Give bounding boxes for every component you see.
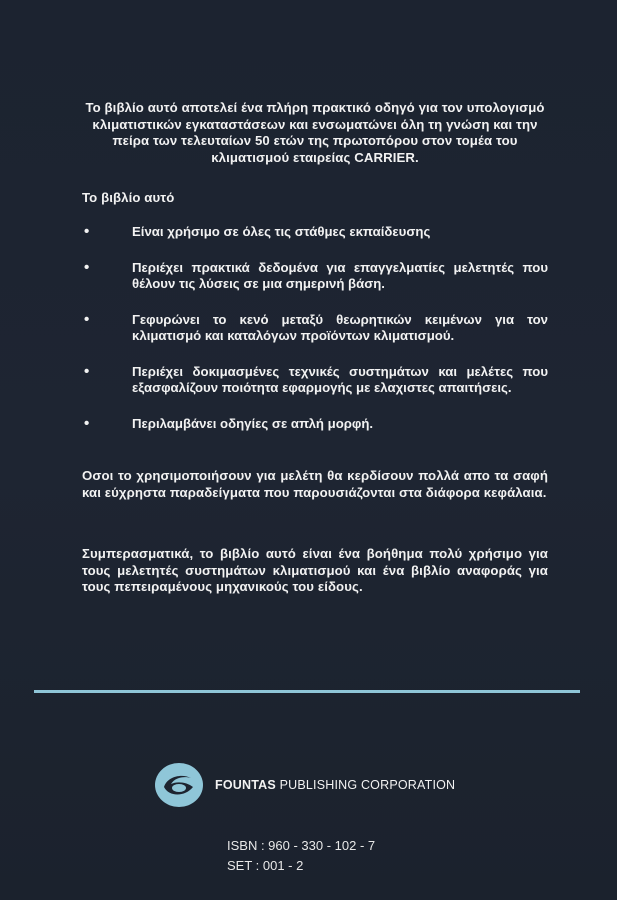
divider-line [34, 690, 580, 693]
list-item: • Περιλαμβάνει οδηγίες σε απλή μορφή. [82, 416, 548, 433]
list-item: • Είναι χρήσιμο σε όλες τις στάθμες εκπαίδευσης [82, 224, 548, 241]
subheading: Το βιβλίο αυτό [82, 190, 175, 205]
closing-paragraph-1: Οσοι το χρησιμοποιήσουν για μελέτη θα κερδίσουν πολλά απο τα σαφή και εύχρηστα παραδείγματα που παρουσιάζονται στα διάφορα κεφάλαια. [82, 468, 548, 500]
fountas-logo-icon [155, 763, 203, 807]
publisher-name-bold: FOUNTAS [215, 778, 276, 792]
list-item: • Γεφυρώνει το κενό μεταξύ θεωρητικών κειμένων για τον κλιματισμό και καταλόγων προϊόντων κλιματισμού. [82, 312, 548, 345]
isbn-block [227, 836, 375, 876]
publisher-name-rest: PUBLISHING CORPORATION [275, 778, 456, 792]
list-item: • Περιέχει πρακτικά δεδομένα για επαγγελματίες μελετητές που θέλουν τις λύσεις σε μια σημερινή βάση. [82, 260, 548, 293]
closing-paragraph-2: Συμπερασματικά, το βιβλίο αυτό είναι ένα βοήθημα πολύ χρήσιμο για τους μελετητές συστημάτων κλιματισμού και ένα βιβλίο αναφοράς για τους πεπειραμένους μηχανικούς του είδους. [82, 546, 548, 594]
publisher-name [215, 778, 455, 792]
isbn-number: ISBN : 960 - 330 - 102 - 7 [227, 838, 376, 853]
intro-paragraph: Το βιβλίο αυτό αποτελεί ένα πλήρη πρακτικό οδηγό για τον υπολογισμό κλιματιστικών εγκαταστάσεων και ενσωματώνει όλη τη γνώση και την πείρα των τελευταίων 50 ετών της πρωτοπόρου στον τομέα του κλιματισμού εταιρείας CARRIER. [85, 100, 545, 165]
feature-list [82, 224, 548, 451]
set-number: SET : 001 - 2 [227, 858, 304, 873]
list-item: • Περιέχει δοκιμασμένες τεχνικές συστημάτων και μελέτες που εξασφαλίζουν ποιότητα εφαρμογής με ελαχιστες απαιτήσεις. [82, 364, 548, 397]
publisher-block [155, 762, 455, 808]
